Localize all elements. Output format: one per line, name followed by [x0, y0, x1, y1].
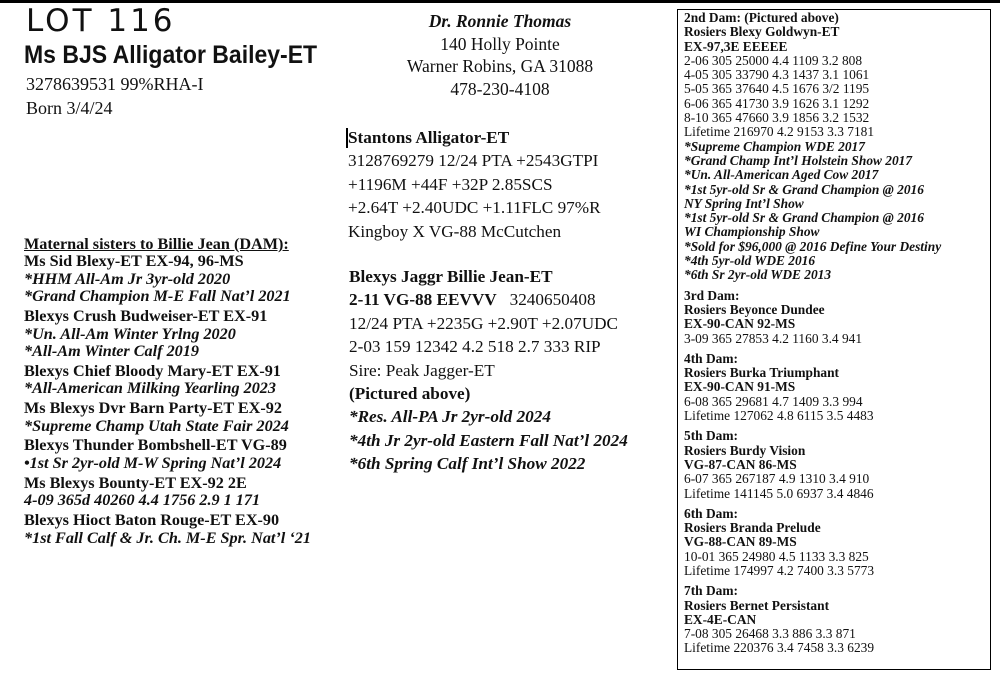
sixth-dam-score: VG-88-CAN 89-MS: [684, 534, 797, 550]
sister-award: *All-American Milking Yearling 2023: [24, 379, 276, 398]
sire-line-4: Kingboy X VG-88 McCutchen: [348, 221, 562, 241]
second-dam-award: *4th 5yr-old WDE 2016: [684, 253, 816, 269]
fifth-dam-heading: 5th Dam:: [684, 428, 738, 444]
lot-number: LOT 116: [26, 3, 176, 39]
dam-sire: Sire: Peak Jagger-ET: [349, 360, 495, 380]
sixth-dam-record: Lifetime 174997 4.2 7400 3.3 5773: [684, 562, 875, 578]
sister-award: *Un. All-Am Winter Yrlng 2020: [24, 324, 236, 343]
consignor-phone: 478-230-4108: [450, 78, 550, 99]
maternal-sisters: [24, 236, 311, 547]
seventh-dam-name: Rosiers Bernet Persistant: [684, 597, 830, 613]
sister-name: Ms Sid Blexy-ET EX-94, 96-MS: [24, 252, 244, 271]
seventh-dam-score: EX-4E-CAN: [684, 611, 757, 627]
dam-pta: 12/24 PTA +2235G +2.90T +2.07UDC: [349, 313, 618, 333]
third-dam-heading: 3rd Dam:: [684, 287, 740, 303]
sister-award: *All-Am Winter Calf 2019: [24, 341, 199, 360]
second-dam-name: Rosiers Blexy Goldwyn-ET: [684, 24, 840, 40]
sire-name: Stantons Alligator-ET: [348, 128, 510, 147]
fourth-dam-name: Rosiers Burka Triumphant: [684, 365, 840, 381]
sixth-dam-name: Rosiers Branda Prelude: [684, 520, 821, 536]
dam-score-line: [349, 288, 628, 311]
sister-record: 4-09 365d 40260 4.4 1756 2.9 1 171: [24, 491, 261, 510]
dam-registration: 3240650408: [509, 290, 596, 310]
consignor-block: [330, 10, 670, 100]
dam-block: [349, 265, 628, 476]
sister-award: *Supreme Champ Utah State Fair 2024: [24, 416, 289, 435]
second-dam-heading: 2nd Dam: (Pictured above): [684, 10, 839, 25]
second-dam-award: *Un. All-American Aged Cow 2017: [684, 167, 879, 183]
animal-name: Ms BJS Alligator Bailey-ET: [24, 41, 318, 69]
second-dam-award: *Supreme Champion WDE 2017: [684, 138, 865, 154]
fifth-dam-record: 6-07 365 267187 4.9 1310 3.4 910: [684, 471, 870, 487]
second-dam-award: *1st 5yr-old Sr & Grand Champion @ 2016: [684, 181, 924, 197]
seventh-dam-record: 7-08 305 26468 3.3 886 3.3 871: [684, 626, 856, 642]
consignor-address-2: Warner Robins, GA 31088: [406, 56, 594, 76]
sister-name: Blexys Hioct Baton Rouge-ET EX-90: [24, 511, 280, 530]
dam-award: *Res. All-PA Jr 2yr-old 2024: [349, 407, 551, 427]
sister-name: Ms Blexys Bounty-ET EX-92 2E: [24, 473, 247, 492]
second-dam-record: 2-06 305 25000 4.4 1109 3.2 808: [684, 52, 863, 68]
pedigree-list: [684, 11, 941, 656]
second-dam-record: 6-06 365 41730 3.9 1626 3.1 1292: [684, 95, 870, 111]
second-dam-record: Lifetime 216970 4.2 9153 3.3 7181: [684, 124, 875, 140]
sister-award: *1st Fall Calf & Jr. Ch. M-E Spr. Nat’l ‘21: [24, 528, 311, 547]
second-dam-record: 8-10 365 47660 3.9 1856 3.2 1532: [684, 110, 870, 126]
sire-line-1: 3128769279 12/24 PTA +2543GTPI: [348, 151, 599, 171]
fourth-dam-record: Lifetime 127062 4.8 6115 3.5 4483: [684, 408, 874, 424]
sister-name: Blexys Chief Bloody Mary-ET EX-91: [24, 361, 281, 380]
sister-award: *HHM All-Am Jr 3yr-old 2020: [24, 269, 231, 288]
sire-line-2: +1196M +44F +32P 2.85SCS: [348, 174, 553, 194]
second-dam-record: 4-05 305 33790 4.3 1437 3.1 1061: [684, 67, 870, 83]
third-dam-name: Rosiers Beyonce Dundee: [684, 301, 825, 317]
consignor-address-1: 140 Holly Pointe: [440, 33, 560, 54]
fifth-dam-record: Lifetime 141145 5.0 6937 3.4 4846: [684, 485, 874, 501]
dam-name: Blexys Jaggr Billie Jean-ET: [349, 267, 553, 286]
birth-date: Born 3/4/24: [26, 98, 113, 118]
second-dam-award: WI Championship Show: [684, 224, 820, 240]
sixth-dam-record: 10-01 365 24980 4.5 1133 3.3 825: [684, 548, 869, 564]
sister-award: *Grand Champion M-E Fall Nat’l 2021: [24, 287, 291, 306]
sister-name: Blexys Crush Budweiser-ET EX-91: [24, 307, 268, 326]
second-dam-award: *Sold for $96,000 @ 2016 Define Your Destiny: [684, 238, 942, 254]
sire-line-3: +2.64T +2.40UDC +1.11FLC 97%R: [348, 198, 601, 218]
second-dam-score: EX-97,3E EEEEE: [684, 38, 788, 54]
sire-block: [348, 126, 601, 243]
second-dam-award: *6th Sr 2yr-old WDE 2013: [684, 267, 832, 283]
dam-award: *4th Jr 2yr-old Eastern Fall Nat’l 2024: [349, 430, 628, 450]
third-dam-score: EX-90-CAN 92-MS: [684, 316, 796, 332]
sister-award: •1st Sr 2yr-old M-W Spring Nat’l 2024: [24, 453, 282, 472]
fourth-dam-heading: 4th Dam:: [684, 350, 738, 366]
dam-pictured-note: (Pictured above): [349, 384, 471, 404]
dam-award: *6th Spring Calf Int’l Show 2022: [349, 454, 586, 474]
fifth-dam-name: Rosiers Burdy Vision: [684, 442, 806, 458]
third-dam-record: 3-09 365 27853 4.2 1160 3.4 941: [684, 330, 863, 346]
dam-record: 2-03 159 12342 4.2 518 2.7 333 RIP: [349, 337, 601, 357]
sixth-dam-heading: 6th Dam:: [684, 505, 738, 521]
second-dam-record: 5-05 365 37640 4.5 1676 3/2 1195: [684, 81, 870, 97]
maternal-sisters-header: Maternal sisters to Billie Jean (DAM):: [24, 235, 289, 253]
registration-line: 3278639531 99%RHA-I: [26, 74, 204, 94]
second-dam-award: *Grand Champ Int’l Holstein Show 2017: [684, 152, 913, 168]
sister-name: Blexys Thunder Bombshell-ET VG-89: [24, 436, 287, 455]
fourth-dam-record: 6-08 365 29681 4.7 1409 3.3 994: [684, 393, 863, 409]
second-dam-award: NY Spring Int’l Show: [684, 195, 804, 211]
fourth-dam-score: EX-90-CAN 91-MS: [684, 379, 796, 395]
sire-marker: [346, 128, 348, 148]
seventh-dam-record: Lifetime 220376 3.4 7458 3.3 6239: [684, 640, 875, 656]
sister-name: Ms Blexys Dvr Barn Party-ET EX-92: [24, 399, 282, 418]
consignor-name: Dr. Ronnie Thomas: [428, 11, 572, 31]
fifth-dam-score: VG-87-CAN 86-MS: [684, 456, 797, 472]
second-dam-award: *1st 5yr-old Sr & Grand Champion @ 2016: [684, 210, 924, 226]
dam-score: 2-11 VG-88 EEVVV: [349, 290, 497, 310]
seventh-dam-heading: 7th Dam:: [684, 583, 738, 599]
